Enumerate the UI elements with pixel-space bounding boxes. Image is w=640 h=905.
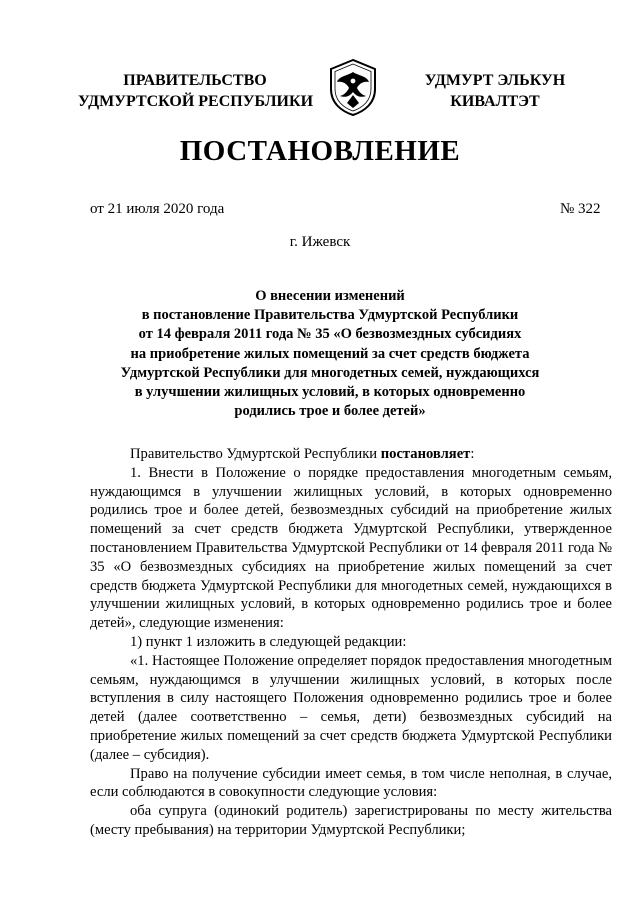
body-paragraph: оба супруга (одинокий родитель) зарегистрированы по месту жительства (месту пребывания) на территории Удмуртской Республики; [90, 803, 612, 838]
body-intro-paragraph [90, 445, 612, 464]
body-paragraph: 1. Внести в Положение о порядке предоставления многодетным семьям, нуждающимся в улучшении жилищных условий, в которых одновременно родились трое и более детей, безвозмездных субсидий на приобретение жилых помещений за счет средств бюджета Удмуртской Республики, утвержденное постановлением Правительства Удмуртской Республики от 14 февраля 2011 года № 35 «О безвозмездных субсидиях на приобретение жилых помещений за счет средств бюджета Удмуртской Республики для многодетных семей, нуждающихся в улучшении жилищных условий, в которых одновременно родились трое и более детей», следующие изменения: [90, 464, 612, 632]
subject-line: родились трое и более детей» [234, 403, 426, 420]
document-city: г. Ижевск [289, 234, 351, 250]
subject-line: в улучшении жилищных условий, в которых одновременно [134, 384, 526, 401]
header-right-org-name [420, 70, 570, 112]
document-title: ПОСТАНОВЛЕНИЕ [179, 135, 461, 167]
document-date: от 21 июля 2020 года [90, 201, 225, 217]
header-right-line-2: КИВАЛТЭТ [450, 93, 540, 110]
header-right-line-1: УДМУРТ ЭЛЬКУН [424, 72, 566, 89]
udmurtia-coat-of-arms-icon [326, 58, 380, 116]
intro-bold-verb: постановляет [380, 446, 471, 462]
header-left-org-name [78, 70, 312, 112]
subject-line: Удмуртской Республики для многодетных семей, нуждающихся [120, 364, 540, 381]
subject-line: на приобретение жилых помещений за счет средств бюджета [130, 345, 530, 362]
body-paragraph: 1) пункт 1 изложить в следующей редакции: [130, 633, 407, 650]
header-left-line-1: ПРАВИТЕЛЬСТВО [123, 72, 267, 89]
subject-line: от 14 февраля 2011 года № 35 «О безвозмездных субсидиях [138, 326, 522, 343]
document-subject [100, 287, 560, 421]
document-body [90, 445, 612, 840]
subject-line: О внесении изменений [255, 288, 405, 304]
header-left-line-2: УДМУРТСКОЙ РЕСПУБЛИКИ [78, 93, 314, 110]
intro-colon: : [470, 446, 475, 462]
body-paragraph: Право на получение субсидии имеет семья, в том числе неполная, в случае, если соблюдаются в совокупности следующие условия: [90, 765, 612, 801]
intro-text: Правительство Удмуртской Республики [130, 446, 381, 462]
document-number: № 322 [560, 201, 601, 217]
body-paragraph: «1. Настоящее Положение определяет порядок предоставления многодетным семьям, нуждающимся в улучшении жилищных условий, в которых после вступления в силу настоящего Положения одновременно родились трое и более детей (далее соответственно – семья, дети) безвозмездных субсидий на приобретение жилых помещений за счет средств бюджета Удмуртской Республики (далее – субсидия). [90, 652, 612, 763]
subject-line: в постановление Правительства Удмуртской Республики [141, 307, 519, 324]
